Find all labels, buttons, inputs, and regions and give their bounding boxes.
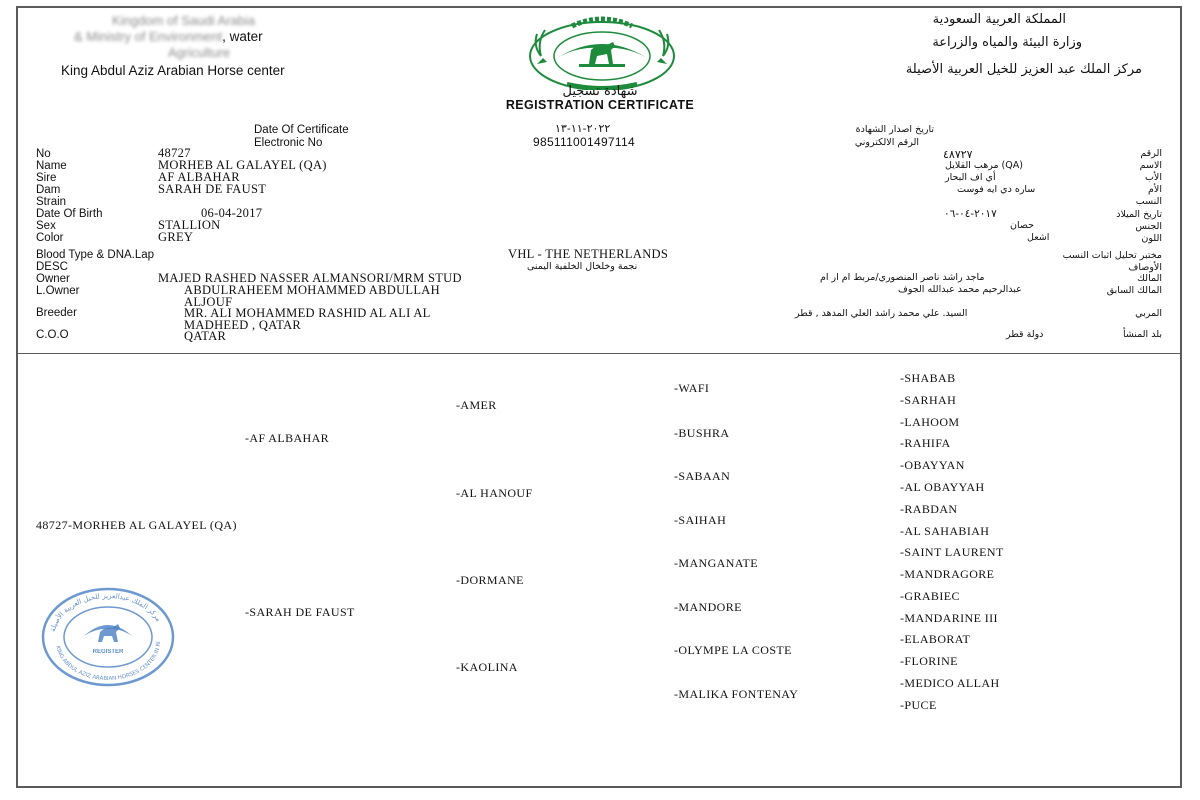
pedigree-gen4: -MANDRAGORE	[900, 567, 995, 581]
coo-label: C.O.O	[36, 329, 69, 341]
owner-value-ar: ماجد راشد ناصر المنصوري/مربط ام ار ام	[820, 272, 985, 283]
center-name-ar: مركز الملك عبد العزيز للخيل العربية الأصيلة	[905, 62, 1142, 77]
dob-value: 06-04-2017	[201, 206, 263, 220]
pedigree-gen4: -AL SAHABIAH	[900, 524, 990, 538]
no-value-ar: ٤٨٧٢٧	[943, 148, 973, 161]
name-label: Name	[36, 160, 67, 172]
coo-value: QATAR	[184, 329, 227, 343]
coo-value-ar: دولة قطر	[1006, 329, 1044, 340]
sex-value: STALLION	[158, 218, 221, 232]
pedigree-gen2: -AL HANOUF	[456, 486, 533, 500]
sex-value-ar: حصان	[1010, 220, 1034, 231]
electronic-no-value: 985111001497114	[533, 135, 635, 149]
breeder-label-ar: المربي	[1135, 308, 1162, 319]
owner-value: MAJED RASHED NASSER ALMANSORI/MRM STUD	[158, 271, 462, 285]
breeder-value: MR. ALI MOHAMMED RASHID AL ALI AL	[184, 306, 431, 320]
pedigree-gen4: -AL OBAYYAH	[900, 480, 985, 494]
pedigree-gen4: -MANDARINE III	[900, 611, 998, 625]
electronic-no-label-ar: الرقم الالكتروني	[854, 137, 919, 148]
pedigree-gen4: -SHABAB	[900, 371, 956, 385]
owner-label: Owner	[36, 273, 70, 285]
pedigree-gen4: -SAINT LAURENT	[900, 545, 1004, 559]
registration-stamp	[40, 586, 176, 688]
header-left-line-2: & Ministry of Environment, water	[74, 29, 263, 44]
date-of-certificate-label-ar: تاريخ اصدار الشهادة	[855, 124, 934, 135]
pedigree-sire: -AF ALBAHAR	[245, 431, 330, 445]
pedigree-gen4: -FLORINE	[900, 654, 958, 668]
strain-label-ar: النسب	[1135, 196, 1162, 207]
pedigree-gen3: -BUSHRA	[674, 426, 730, 440]
date-of-certificate-label: Date Of Certificate	[254, 124, 349, 136]
l-owner-value-ar: عبدالرحيم محمد عبدالله الجوف	[898, 284, 1022, 295]
svg-text:KING ABDUL AZIZ ARABIAN HORSES: KING ABDUL AZIZ ARABIAN HORSES CENTER IN RI	[54, 641, 163, 683]
pedigree-gen4: -PUCE	[900, 698, 937, 712]
center-logo	[527, 12, 677, 90]
sire-value-ar: أي اف البحار	[945, 172, 996, 183]
pedigree-gen4: -OBAYYAN	[900, 458, 965, 472]
blood-type-label: Blood Type & DNA.Lap	[36, 249, 155, 261]
pedigree-gen3: -SAIHAH	[674, 513, 727, 527]
breeder-label: Breeder	[36, 307, 77, 319]
ministry-name-ar: وزارة البيئة والمياه والزراعة	[932, 35, 1082, 50]
pedigree-gen3: -OLYMPE LA COSTE	[674, 643, 792, 657]
dam-value-ar: ساره دي ايه فوست	[957, 184, 1036, 195]
pedigree-subject: 48727-MORHEB AL GALAYEL (QA)	[36, 518, 237, 532]
sire-label: Sire	[36, 172, 57, 184]
certificate-title-en: REGISTRATION CERTIFICATE	[505, 98, 695, 112]
l-owner-label: L.Owner	[36, 285, 80, 297]
dob-label-ar: تاريخ الميلاد	[1116, 209, 1162, 220]
header-left-line-1: Kingdom of Saudi Arabia	[112, 13, 256, 28]
center-name-en: King Abdul Aziz Arabian Horse center	[61, 63, 285, 78]
pedigree-gen4: -SARHAH	[900, 393, 957, 407]
pedigree-gen3: -WAFI	[674, 381, 710, 395]
owner-label-ar: المالك	[1137, 273, 1162, 284]
pedigree-gen4: -RAHIFA	[900, 436, 951, 450]
pedigree-gen3: -SABAAN	[674, 469, 731, 483]
stamp-seal-icon	[40, 586, 176, 688]
pedigree-gen3: -MANGANATE	[674, 556, 758, 570]
pedigree-gen4: -ELABORAT	[900, 632, 971, 646]
header-left-line-3: Agriculture	[168, 45, 231, 60]
blood-type-value: VHL - THE NETHERLANDS	[508, 247, 669, 261]
coo-label-ar: بلد المنشأ	[1122, 329, 1162, 340]
color-label: Color	[36, 232, 64, 244]
l-owner-label-ar: المالك السابق	[1106, 285, 1162, 296]
pedigree-gen2: -KAOLINA	[456, 660, 518, 674]
svg-text:مركز الملك عبدالعزيز للخيل الع: مركز الملك عبدالعزيز للخيل العربية الأصيلة	[48, 591, 163, 633]
pedigree-gen3: -MALIKA FONTENAY	[674, 687, 799, 701]
sex-label: Sex	[36, 220, 56, 232]
date-of-certificate-value: ٢٠٢٢-١١-١٣	[555, 122, 611, 135]
no-label: No	[36, 148, 51, 160]
name-value-ar: (QA) مرهب القلايل	[945, 160, 1023, 171]
breeder-value-ar: السيد. علي محمد راشد العلي المدهد , قطر	[795, 308, 968, 319]
dob-label: Date Of Birth	[36, 208, 103, 220]
sex-label-ar: الجنس	[1135, 221, 1162, 232]
breeder-value-line-2: MADHEED , QATAR	[184, 318, 302, 332]
pedigree-gen2: -DORMANE	[456, 573, 524, 587]
dam-label-ar: الأم	[1148, 184, 1162, 195]
pedigree-gen3: -MANDORE	[674, 600, 742, 614]
pedigree-gen4: -GRABIEC	[900, 589, 960, 603]
desc-label-ar: الأوصاف	[1128, 262, 1162, 273]
pedigree-gen4: -RABDAN	[900, 502, 958, 516]
name-value: MORHEB AL GALAYEL (QA)	[158, 158, 327, 172]
color-value-ar: اشعل	[1027, 232, 1050, 243]
desc-value: نجمة وخلخال الخلفية اليمنى	[527, 261, 638, 272]
certificate-title-ar: شهادة تسجيل	[562, 84, 638, 99]
no-label-ar: الرقم	[1140, 148, 1162, 159]
pedigree-dam: -SARAH DE FAUST	[245, 605, 355, 619]
color-value: GREY	[158, 230, 194, 244]
l-owner-value-line-2: ALJOUF	[184, 295, 233, 309]
section-divider	[17, 353, 1181, 354]
svg-text:REGISTER: REGISTER	[92, 649, 124, 655]
color-label-ar: اللون	[1141, 233, 1162, 244]
pedigree-gen4: -LAHOOM	[900, 415, 960, 429]
horse-logo-icon	[527, 12, 677, 90]
pedigree-gen4: -MEDICO ALLAH	[900, 676, 1000, 690]
l-owner-value: ABDULRAHEEM MOHAMMED ABDULLAH	[184, 283, 440, 297]
desc-label: DESC	[36, 261, 68, 273]
blood-type-label-ar: مختبر تحليل اثبات النسب	[1062, 250, 1162, 261]
name-label-ar: الاسم	[1139, 160, 1162, 171]
dam-value: SARAH DE FAUST	[158, 182, 267, 196]
dob-value-ar: ٢٠١٧-٠٤-٠٦	[944, 208, 997, 220]
sire-value: AF ALBAHAR	[158, 170, 240, 184]
kingdom-name-ar: المملكة العربية السعودية	[932, 12, 1066, 27]
sire-label-ar: الأب	[1144, 172, 1162, 183]
no-value: 48727	[158, 146, 191, 160]
strain-label: Strain	[36, 196, 67, 208]
dam-label: Dam	[36, 184, 61, 196]
pedigree-gen2: -AMER	[456, 398, 497, 412]
electronic-no-label: Electronic No	[254, 137, 323, 149]
